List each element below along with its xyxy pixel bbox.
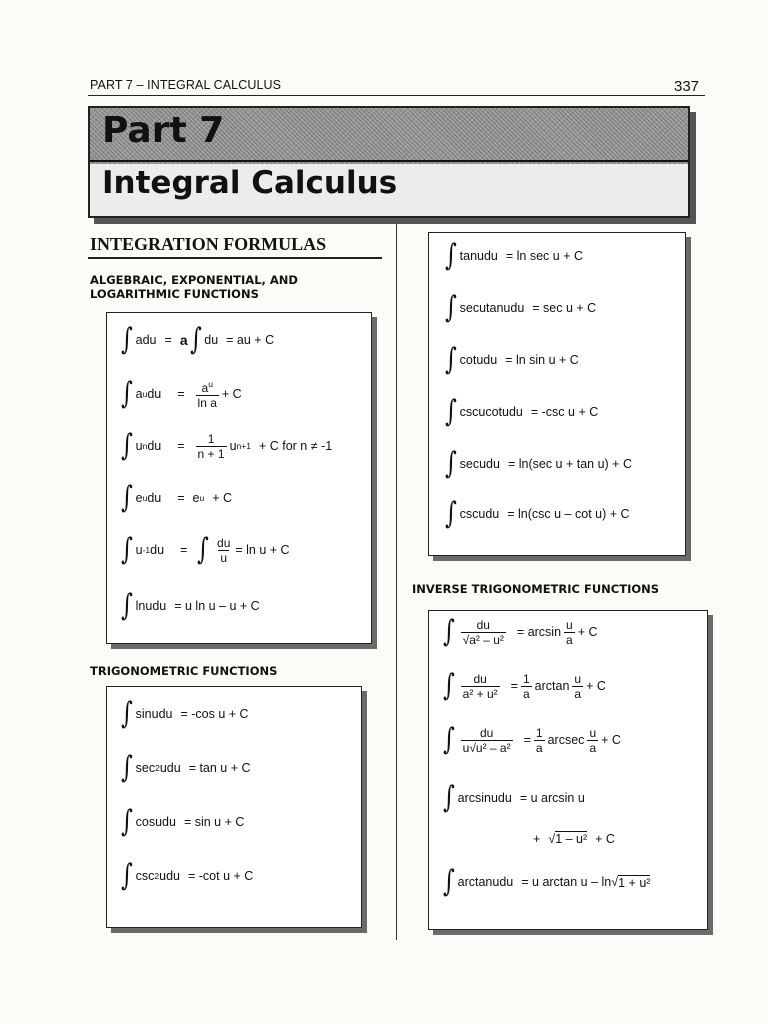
formula-rhs: = u arcsin u (519, 791, 585, 805)
formula-row (443, 496, 630, 531)
formula-row (443, 342, 579, 377)
fraction-denominator: u² – a² (475, 740, 511, 755)
trig-formula-box-continued (428, 232, 686, 556)
fraction (196, 377, 219, 410)
fraction-denominator: a (574, 686, 582, 701)
radical-icon: √ (611, 875, 619, 889)
formula-row (119, 377, 242, 410)
formula-sup: 2 (155, 763, 160, 773)
fraction-denominator: a (535, 740, 543, 755)
integral-sign-icon: ∫ (444, 446, 457, 481)
fraction-denominator: ln a (197, 396, 217, 410)
formula-eq: = (510, 679, 518, 693)
formula-row (441, 864, 651, 899)
integral-sign-icon: ∫ (120, 750, 133, 785)
formula-rhs: + C for n ≠ -1 (258, 439, 333, 453)
fraction (587, 726, 598, 755)
formula-sup: u (208, 379, 213, 389)
formula-rhs: = ln sec u + C (505, 249, 583, 263)
running-head: PART 7 – INTEGRAL CALCULUS (90, 78, 282, 92)
chapter-banner (88, 106, 690, 218)
integral-sign-icon: ∫ (442, 614, 455, 649)
algebraic-formula-box (106, 312, 372, 644)
formula-sup: 2 (154, 871, 160, 881)
integral-sign-icon: ∫ (120, 322, 133, 357)
formula-lhs: arcsinudu (457, 791, 512, 805)
formula-function: arcsec (547, 733, 585, 747)
integral-sign-icon: ∫ (120, 428, 133, 463)
formula-sup: u (199, 493, 205, 503)
integral-sign-icon: ∫ (444, 496, 457, 531)
formula-row (119, 750, 251, 785)
banner-rule (90, 160, 688, 162)
fraction (521, 672, 532, 701)
formula-row (443, 238, 583, 273)
formula-eq: = (523, 733, 531, 747)
formula-lhs: cscucotudu (459, 405, 523, 419)
formula-eq: = (177, 439, 185, 453)
formula-eq: = (164, 333, 172, 347)
fraction-numerator: du (479, 725, 494, 740)
formula-radicand: 1 + u² (618, 875, 651, 890)
fraction-denominator: a² – u² (469, 632, 504, 647)
fraction-numerator: du (473, 671, 487, 686)
fraction-denominator: u (220, 550, 228, 565)
formula-lhs: lnudu (135, 599, 167, 613)
formula-row (441, 780, 585, 815)
header-rule (88, 95, 705, 96)
formula-plus: + (533, 831, 541, 846)
inverse-trig-heading: INVERSE TRIGONOMETRIC FUNCTIONS (412, 582, 660, 596)
formula-lhs: e (135, 491, 143, 505)
integral-sign-icon: ∫ (120, 696, 133, 731)
fraction-numerator: u (574, 671, 582, 686)
formula-rhs: + C (595, 831, 615, 846)
fraction (534, 726, 545, 755)
formula-rhs: = -cot u + C (187, 869, 254, 883)
formula-rhs: = u arctan u – ln (521, 875, 612, 889)
inverse-trig-formula-box (428, 610, 708, 930)
fraction (196, 432, 227, 461)
integral-sign-icon: ∫ (442, 722, 455, 757)
formula-function: arctan (534, 679, 570, 693)
formula-rhs: = u ln u – u + C (174, 599, 260, 613)
formula-lhs: u (135, 439, 143, 453)
formula-lhs: sinudu (135, 707, 173, 721)
integral-sign-icon: ∫ (444, 290, 457, 325)
formula-rhs: = ln sin u + C (505, 353, 579, 367)
formula-rhs: = tan u + C (188, 761, 251, 775)
fraction (461, 618, 506, 647)
integral-sign-icon: ∫ (444, 238, 457, 273)
fraction-numerator: u (566, 617, 573, 632)
formula-sup: n+1 (236, 441, 251, 451)
formula-row (119, 804, 245, 839)
integral-sign-icon: ∫ (120, 375, 133, 411)
formula-eq: = (177, 386, 185, 401)
formula-lhs-tail: du (147, 491, 162, 505)
formula-lhs: secutanudu (459, 301, 525, 315)
integral-sign-icon: ∫ (197, 532, 210, 567)
fraction-numerator: du (476, 617, 490, 632)
formula-rhs: = -cos u + C (180, 707, 249, 721)
integral-sign-icon: ∫ (444, 342, 457, 377)
formula-row (441, 614, 598, 649)
fraction-numerator: u (589, 725, 597, 740)
fraction-numerator: du (217, 535, 231, 550)
fraction (564, 618, 575, 647)
formula-sup: u (142, 493, 148, 503)
integral-sign-icon: ∫ (442, 668, 455, 703)
banner-title: Integral Calculus (102, 165, 398, 201)
trig-heading: TRIGONOMETRIC FUNCTIONS (90, 664, 278, 678)
fraction-numerator: 1 (535, 725, 543, 740)
formula-row (119, 588, 260, 623)
fraction-denominator: a² + u² (462, 686, 498, 701)
formula-rhs-integrand: du (204, 333, 219, 347)
formula-row (119, 532, 290, 567)
formula-rhs: + C (212, 491, 233, 505)
formula-lhs: cscudu (459, 507, 500, 521)
fraction (461, 726, 513, 755)
fraction (572, 672, 583, 701)
formula-rhs: + C (586, 679, 606, 693)
formula-rhs-base: e (192, 491, 200, 505)
formula-row-continuation (533, 831, 615, 846)
fraction-numerator: a (201, 381, 209, 395)
formula-constant: a (179, 332, 188, 348)
formula-lhs: sec (135, 761, 156, 775)
formula-rhs: = ln(csc u – cot u) + C (507, 507, 630, 521)
formula-lhs: tanudu (459, 249, 498, 263)
page-number: 337 (674, 78, 700, 95)
formula-sup: u (142, 388, 148, 399)
formula-rhs: = au + C (226, 333, 275, 347)
formula-eq: = arcsin (516, 625, 562, 639)
fraction-denominator: a (589, 740, 597, 755)
formula-lhs-tail: udu (159, 869, 180, 883)
formula-row (119, 322, 275, 357)
formula-lhs-tail: du (147, 386, 162, 401)
radical-icon: √ (469, 740, 476, 755)
formula-lhs: cosudu (135, 815, 176, 829)
formula-lhs: secudu (459, 457, 500, 471)
fraction-denominator-u: u (462, 740, 470, 755)
fraction-numerator: 1 (207, 431, 215, 446)
fraction-denominator: n + 1 (197, 446, 225, 461)
trig-formula-box (106, 686, 362, 928)
formula-lhs: u (135, 543, 143, 557)
formula-power-base: u (229, 439, 237, 453)
integral-sign-icon: ∫ (442, 864, 455, 899)
algebraic-heading: ALGEBRAIC, EXPONENTIAL, AND LOGARITHMIC FUNCTIONS (90, 273, 298, 301)
formula-row (119, 480, 233, 515)
formula-row (441, 722, 621, 757)
integral-sign-icon: ∫ (189, 322, 202, 357)
formula-lhs-tail: udu (159, 761, 181, 775)
formula-sup: -1 (142, 545, 151, 555)
formula-rhs: = ln(sec u + tan u) + C (507, 457, 632, 471)
formula-rhs: = ln u + C (235, 543, 290, 557)
formula-lhs-tail: du (147, 439, 162, 453)
integral-sign-icon: ∫ (120, 532, 133, 567)
integral-sign-icon: ∫ (120, 858, 133, 893)
radical-icon: √ (462, 632, 470, 647)
banner-part-label: Part 7 (102, 110, 225, 151)
fraction-denominator: a (522, 686, 530, 701)
fraction-denominator: a (566, 632, 573, 647)
fraction (215, 536, 232, 565)
formula-row (443, 446, 632, 481)
formula-rhs: = -csc u + C (530, 405, 599, 419)
formula-eq: = (177, 491, 185, 505)
formula-eq: = (180, 543, 188, 557)
formula-rhs: = sin u + C (183, 815, 245, 829)
formula-lhs: arctanudu (457, 875, 514, 889)
section-rule (88, 257, 382, 259)
formula-radicand: 1 – u² (555, 832, 588, 846)
formula-row (443, 290, 597, 325)
formula-row (119, 696, 249, 731)
formula-rhs: + C (601, 733, 621, 747)
formula-rhs: + C (577, 625, 598, 639)
integral-sign-icon: ∫ (120, 588, 133, 623)
formula-row (119, 858, 254, 893)
section-title: INTEGRATION FORMULAS (90, 234, 327, 254)
integral-sign-icon: ∫ (120, 804, 133, 839)
formula-lhs-tail: du (150, 543, 165, 557)
formula-row (441, 668, 606, 703)
fraction-numerator: 1 (522, 671, 530, 686)
formula-lhs: adu (135, 333, 157, 347)
fraction (461, 672, 500, 701)
formula-lhs: cotudu (459, 353, 498, 367)
integral-sign-icon: ∫ (444, 394, 457, 429)
formula-lhs: csc (135, 869, 155, 883)
column-divider (396, 224, 397, 940)
formula-row (119, 428, 333, 463)
formula-row (443, 394, 599, 429)
formula-sup: n (142, 441, 148, 451)
formula-rhs: + C (221, 386, 242, 401)
integral-sign-icon: ∫ (120, 480, 133, 515)
formula-lhs: a (135, 386, 143, 401)
radical-icon: √ (548, 831, 556, 846)
formula-rhs: = sec u + C (532, 301, 597, 315)
integral-sign-icon: ∫ (442, 780, 455, 815)
